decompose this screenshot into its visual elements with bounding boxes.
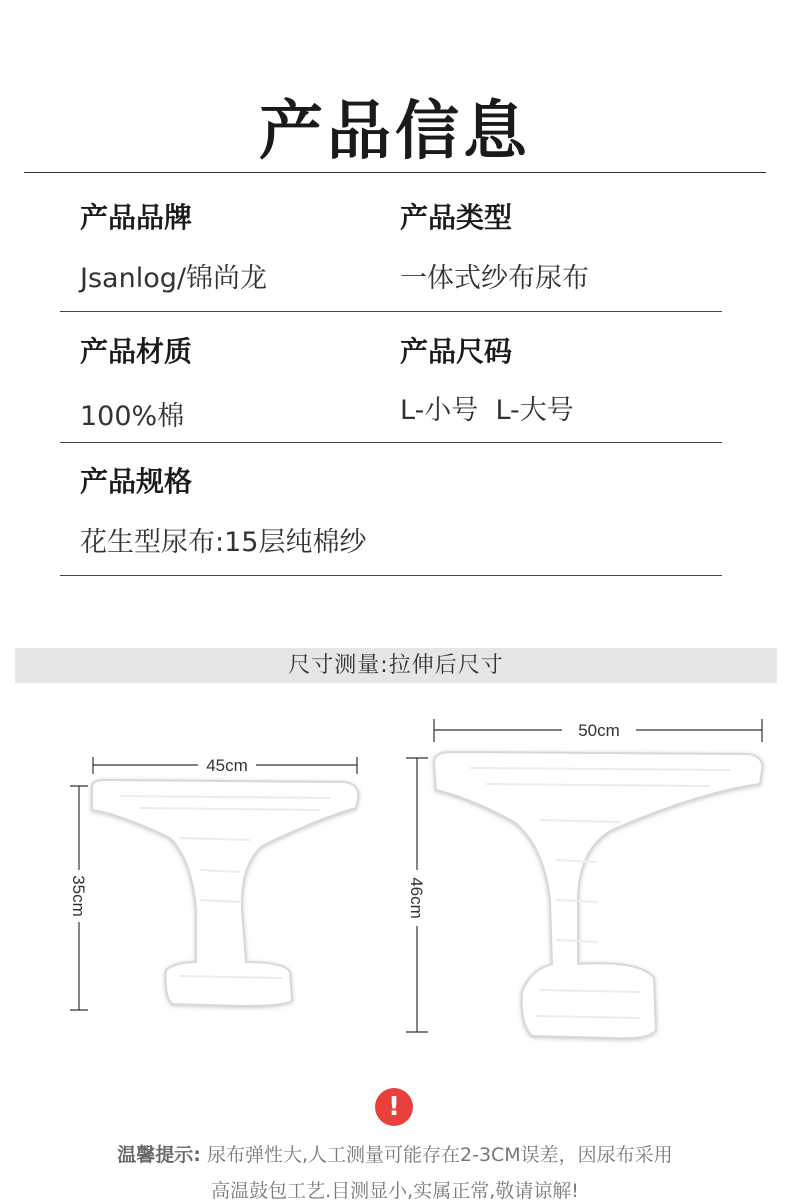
- notice-line-2: 高温鼓包工艺.目测显小,实属正常,敬请谅解!: [211, 1180, 579, 1202]
- small-height-label: 35cm: [69, 875, 88, 917]
- notice-prefix: 温馨提示:: [117, 1144, 201, 1166]
- large-width-label: 50cm: [578, 721, 620, 740]
- large-diaper-image: [434, 752, 762, 1038]
- size-cell: [400, 330, 710, 427]
- size-diagram: [0, 700, 790, 1060]
- row-divider: [60, 311, 722, 312]
- page-title: 产品信息: [259, 95, 531, 169]
- brand-value: Jsanlog/锦尚龙: [80, 263, 267, 294]
- row-divider: [60, 575, 722, 576]
- info-row-brand-type: [60, 196, 722, 312]
- small-width-label: 45cm: [206, 756, 248, 775]
- info-row-material-size: [60, 330, 722, 443]
- material-label: 产品材质: [80, 335, 193, 368]
- type-cell: [400, 196, 710, 295]
- material-cell: [80, 330, 390, 433]
- info-row-spec: [60, 460, 722, 576]
- brand-label: 产品品牌: [80, 201, 193, 234]
- material-value: 100%棉: [80, 401, 185, 432]
- small-diaper-image: [92, 780, 358, 1006]
- exclamation-circle-icon: !: [375, 1088, 413, 1126]
- spec-value: 花生型尿布:15层纯棉纱: [80, 527, 367, 558]
- notice-line-1: [0, 1140, 790, 1167]
- size-label: 产品尺码: [400, 335, 513, 368]
- large-height-label: 46cm: [407, 877, 426, 919]
- size-value: L-小号 L-大号: [400, 395, 574, 426]
- spec-cell: [80, 460, 680, 559]
- row-divider: [60, 442, 722, 443]
- type-label: 产品类型: [400, 201, 513, 234]
- notice-text-1: 尿布弹性大,人工测量可能存在2-3CM误差，因尿布采用: [206, 1144, 673, 1166]
- measure-title-bar: 尺寸测量:拉伸后尺寸: [15, 648, 777, 683]
- type-value: 一体式纱布尿布: [400, 263, 589, 294]
- spec-label: 产品规格: [80, 465, 193, 498]
- title-divider: [24, 172, 766, 173]
- brand-cell: [80, 196, 390, 295]
